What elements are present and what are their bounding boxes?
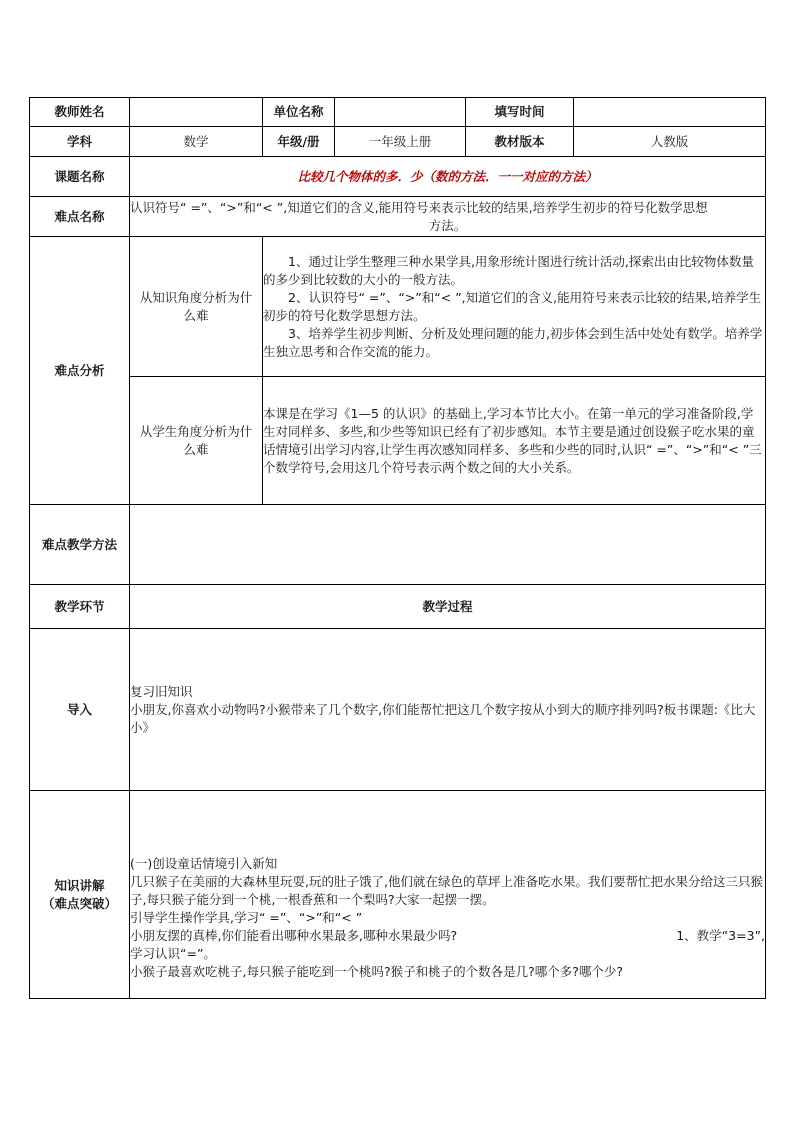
subject-label: 学科 [30,127,130,157]
intro-label: 导入 [30,629,130,791]
lecture-line-peach: 小猴子最喜欢吃桃子,每只猴子能吃到一个桃吗?猴子和桃子的个数各是几?哪个多?哪个少? [130,963,624,979]
knowledge-angle-label: 从知识角度分析为什么难 [130,237,263,377]
lecture-line-story: 几只猴子在美丽的大森林里玩耍,玩的肚子饿了,他们就在绿色的草坪上准备吃水果。我们要帮忙把水果分给这三只猴子,每只猴子能分到一个桃,一根香蕉和一个梨吗?大家一起摆一摆。 [130,873,763,907]
topic-value: 比较几个物体的多．少（数的方法．一一对应的方法） [130,157,766,197]
edition-value: 人教版 [574,127,766,157]
lecture-label-line1: 知识讲解 [54,877,105,893]
lecture-line-scene: (一)创设童话情境引入新知 [130,855,278,871]
intro-line-review: 复习旧知识 [130,683,193,699]
subject-value: 数学 [130,127,263,157]
fill-date-label: 填写时间 [466,98,574,127]
teaching-method-label: 难点教学方法 [30,505,130,585]
lecture-question-text: 小朋友摆的真棒,你们能看出哪种水果最多,哪种水果最少吗? [130,927,458,943]
lesson-plan-table [29,97,766,999]
subject-row [30,127,766,157]
unit-name-field[interactable] [335,98,466,127]
analysis-student-row [30,377,766,505]
intro-content [130,629,766,791]
process-header-row [30,585,766,629]
intro-row [30,629,766,791]
teaching-stage-label: 教学环节 [30,585,130,629]
knowledge-point-2: 2、认识符号“ =”、“>”和“< ”,知道它们的含义,能用符号来表示比较的结果,培养学生初步的符号化数学思想方法。 [263,289,762,323]
teaching-process-heading: 教学过程 [130,585,766,629]
lecture-step-one: 1、教学“3=3”, [676,927,765,943]
teaching-method-value[interactable] [130,505,766,585]
grade-value: 一年级上册 [335,127,466,157]
difficulty-row [30,197,766,237]
fill-date-field[interactable] [574,98,766,127]
student-angle-label: 从学生角度分析为什么难 [130,377,263,505]
analysis-knowledge-row [30,237,766,377]
grade-label: 年级/册 [263,127,335,157]
unit-name-label: 单位名称 [263,98,335,127]
knowledge-point-1: 1、通过让学生整理三种水果学具,用象形统计图进行统计活动,探索出由比较物体数量的多少到比较数的大小的一般方法。 [263,253,754,287]
lecture-row [30,791,766,999]
topic-row [30,157,766,197]
intro-line-question: 小朋友,你喜欢小动物吗?小猴带来了几个数字,你们能帮忙把这几个数字按从小到大的顺序排列吗?板书课题:《比大小》 [130,701,756,735]
knowledge-point-3: 3、培养学生初步判断、分析及处理问题的能力,初步体会到生活中处处有数学。培养学生独立思考和合作交流的能力。 [263,325,763,359]
difficulty-label: 难点名称 [30,197,130,237]
lecture-label-line2: （难点突破） [41,895,117,911]
method-row [30,505,766,585]
teacher-name-field[interactable] [130,98,263,127]
knowledge-angle-text [263,237,766,377]
difficulty-text-line2: 方法。 [428,217,467,233]
student-angle-text: 本课是在学习《1—5 的认识》的基础上,学习本节比大小。在第一单元的学习准备阶段,学生对同样多、多些,和少些等知识已经有了初步感知。本节主要是通过创设猴子吃水果的童话情境引出学习内容,让学生再次感知同样多、多些和少些的同时,认识“ =”、“>”和“< ”三个数学符号,会用这几个符号表示两个数之间的大小关系。 [263,377,766,505]
teacher-name-label: 教师姓名 [30,98,130,127]
lecture-line-equal: 学习认识“=”。 [130,945,216,961]
difficulty-text-line1: 认识符号“ =”、“>”和“< ”,知道它们的含义,能用符号来表示比较的结果,培养学生初步的符号化数学思想 [130,199,708,215]
lecture-line-question [130,927,765,945]
lecture-line-guide: 引导学生操作学具,学习“ =”、“>”和“< ” [130,909,363,925]
lecture-content [130,791,766,999]
difficulty-value [130,197,766,237]
edition-label: 教材版本 [466,127,574,157]
header-row [30,98,766,127]
lecture-label [30,791,130,999]
analysis-label: 难点分析 [30,237,130,505]
topic-label: 课题名称 [30,157,130,197]
